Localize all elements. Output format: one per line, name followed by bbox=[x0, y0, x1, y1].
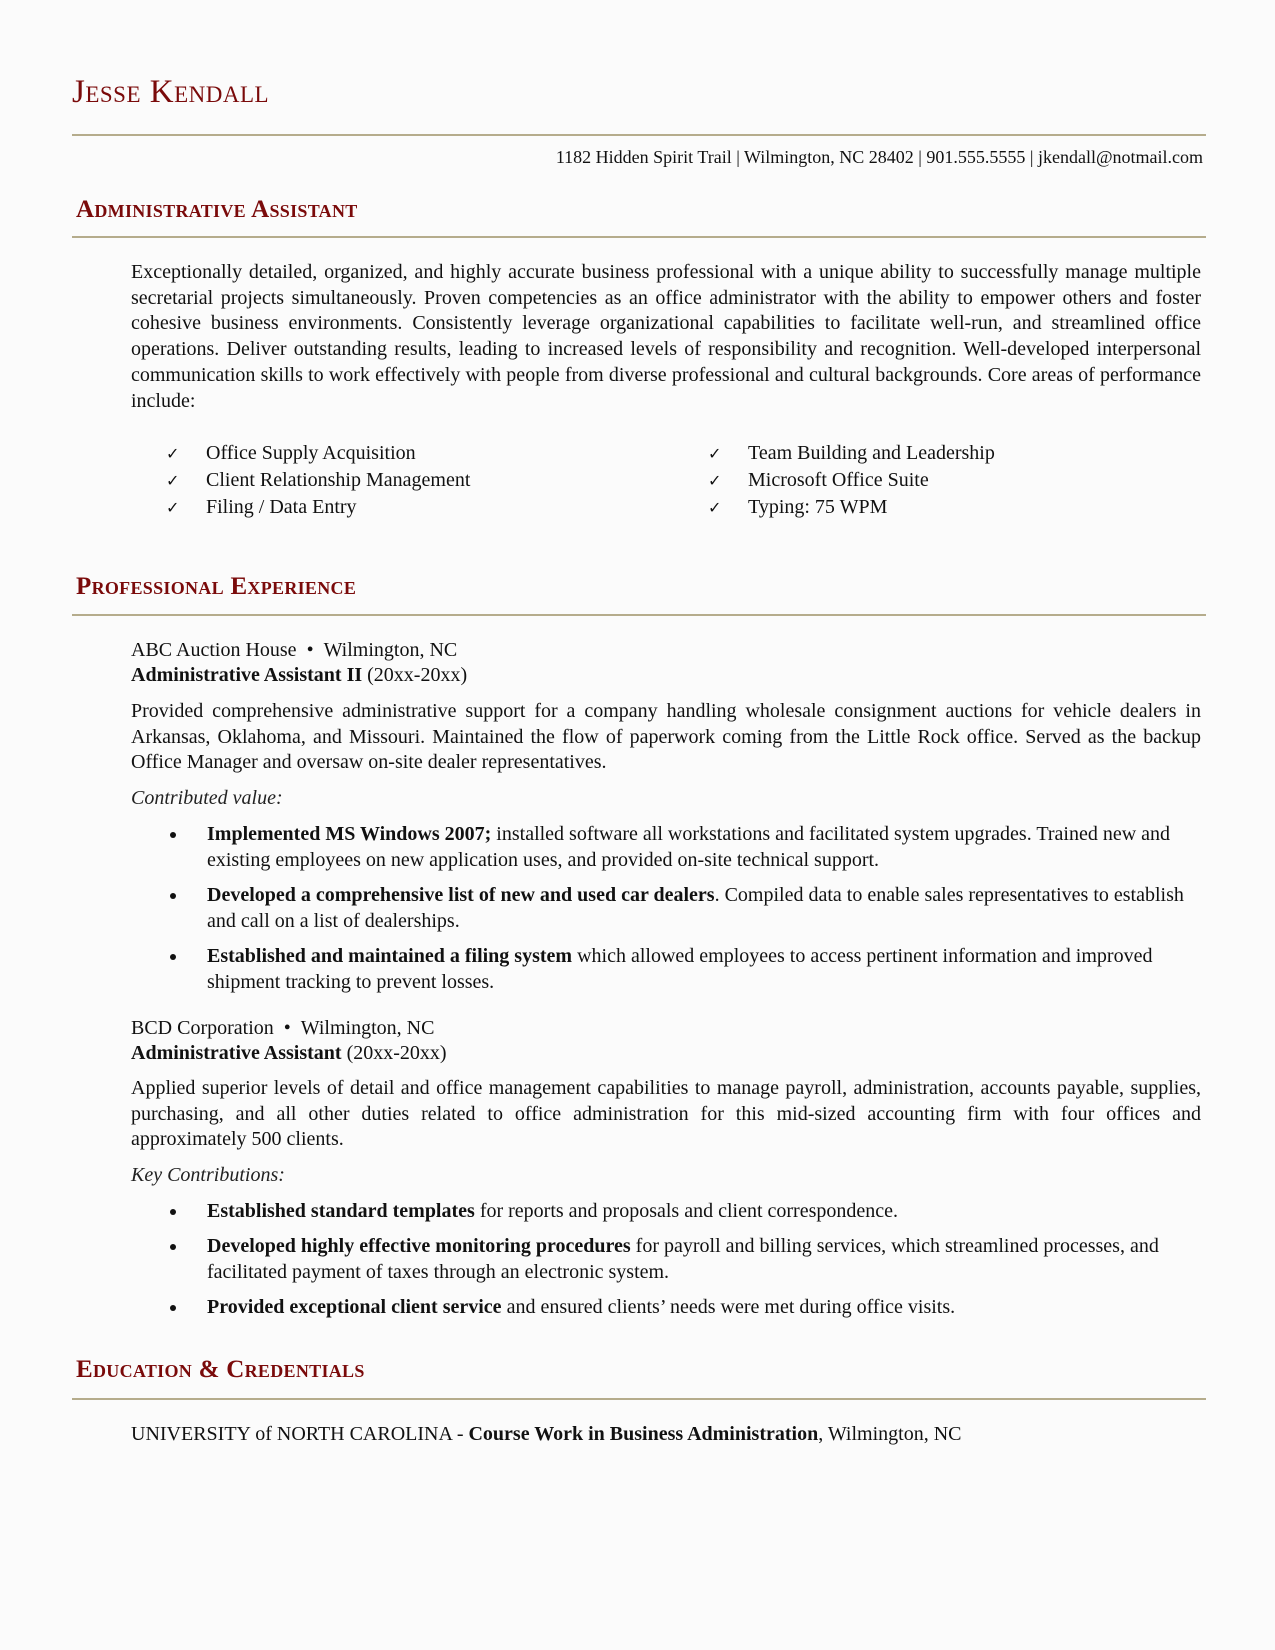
section-divider bbox=[72, 1398, 1206, 1400]
section-divider bbox=[72, 614, 1206, 616]
section-title-experience: Professional Experience bbox=[76, 573, 357, 600]
job-achievements bbox=[166, 1198, 1206, 1320]
job-title-line bbox=[131, 1040, 447, 1066]
job-dates: (20xx-20xx) bbox=[367, 664, 468, 686]
bullet-icon bbox=[170, 1244, 176, 1250]
section-divider bbox=[72, 236, 1206, 238]
bullet-icon bbox=[170, 832, 176, 838]
job-company-line bbox=[131, 1015, 434, 1041]
bullet-icon bbox=[170, 893, 176, 899]
program-name: Course Work in Business Administration bbox=[468, 1423, 819, 1445]
achievement-item: Developed a comprehensive list of new and used car dealers. Compiled data to enable sales representatives to establish and call on a list of dealerships. bbox=[166, 882, 1206, 934]
company-location: Wilmington, NC bbox=[323, 639, 458, 661]
job-dates: (20xx-20xx) bbox=[346, 1042, 447, 1064]
job-description: Provided comprehensive administrative support for a company handling wholesale consignment auctions for vehicle dealers in Arkansas, Oklahoma, and Missouri. Maintained the flow of paperwork coming from the Little Rock office. Served as the backup Office Manager and oversaw on-site dealer representatives. bbox=[131, 700, 1201, 774]
job-title-line bbox=[131, 662, 467, 688]
job-achievements bbox=[166, 821, 1206, 995]
checkmark-icon: ✓ bbox=[708, 498, 722, 517]
job-subheading: Contributed value: bbox=[131, 787, 283, 809]
bullet-icon bbox=[170, 954, 176, 960]
skills-column-left bbox=[166, 440, 470, 521]
achievement-item: Developed highly effective monitoring procedures for payroll and billing services, which streamlined processes, and facilitated payment of taxes through an electronic system. bbox=[166, 1233, 1206, 1285]
bullet-separator: • bbox=[306, 639, 314, 661]
candidate-name: Jesse Kendall bbox=[72, 74, 270, 110]
bullet-icon bbox=[170, 1209, 176, 1215]
job-subheading: Key Contributions: bbox=[131, 1164, 285, 1186]
skills-column-right bbox=[708, 440, 995, 521]
checkmark-icon: ✓ bbox=[166, 471, 180, 490]
skill-item: ✓ Client Relationship Management bbox=[166, 467, 470, 494]
section-title-summary: Administrative Assistant bbox=[76, 196, 358, 223]
contact-info: 1182 Hidden Spirit Trail | Wilmington, NC 28402 | 901.555.5555 | jkendall@notmail.com bbox=[555, 147, 1203, 167]
education-entry bbox=[131, 1421, 961, 1447]
achievement-item: Implemented MS Windows 2007; installed software all workstations and facilitated system upgrades. Trained new and existing employees on new application uses, and provided on-site technical support. bbox=[166, 821, 1206, 873]
checkmark-icon: ✓ bbox=[708, 444, 722, 463]
skill-item: ✓ Team Building and Leadership bbox=[708, 440, 995, 467]
skill-item: ✓ Office Supply Acquisition bbox=[166, 440, 470, 467]
school-name: UNIVERSITY of NORTH CAROLINA - bbox=[131, 1423, 469, 1445]
bullet-icon bbox=[170, 1305, 176, 1311]
company-name: BCD Corporation bbox=[131, 1017, 274, 1039]
summary-paragraph: Exceptionally detailed, organized, and highly accurate business professional with a unique ability to successfully manage multiple secretarial projects simultaneously. Proven competencies as an office administrator with the ability to empower others and foster cohesive business environments. Consistently leverage organizational capabilities to facilitate well-run, and streamlined office operations. Deliver outstanding results, leading to increased levels of responsibility and recognition. Well-developed interpersonal communication skills to work effectively with people from diverse professional and cultural backgrounds. Core areas of performance include: bbox=[131, 261, 1201, 412]
job-company-line bbox=[131, 637, 457, 663]
job-role: Administrative Assistant II bbox=[131, 664, 363, 686]
bullet-separator: • bbox=[283, 1017, 291, 1039]
achievement-item: Established and maintained a filing system which allowed employees to access pertinent information and improved shipment tracking to prevent losses. bbox=[166, 943, 1206, 995]
checkmark-icon: ✓ bbox=[166, 498, 180, 517]
job-role: Administrative Assistant bbox=[131, 1042, 342, 1064]
achievement-item: Established standard templates for reports and proposals and client correspondence. bbox=[166, 1198, 1206, 1224]
job-description: Applied superior levels of detail and office management capabilities to manage payroll, administration, accounts payable, supplies, purchasing, and all other duties related to office administration for this mid-sized accounting firm with four offices and approximately 500 clients. bbox=[131, 1077, 1201, 1151]
skill-item: ✓ Microsoft Office Suite bbox=[708, 467, 995, 494]
company-location: Wilmington, NC bbox=[300, 1017, 435, 1039]
header-divider bbox=[72, 134, 1206, 136]
skill-item: ✓ Filing / Data Entry bbox=[166, 494, 470, 521]
achievement-item: Provided exceptional client service and ensured clients’ needs were met during office visits. bbox=[166, 1294, 1206, 1320]
checkmark-icon: ✓ bbox=[166, 444, 180, 463]
checkmark-icon: ✓ bbox=[708, 471, 722, 490]
skill-item: ✓ Typing: 75 WPM bbox=[708, 494, 995, 521]
school-location: , Wilmington, NC bbox=[818, 1423, 962, 1445]
section-title-education: Education & Credentials bbox=[76, 1356, 365, 1383]
company-name: ABC Auction House bbox=[131, 639, 297, 661]
